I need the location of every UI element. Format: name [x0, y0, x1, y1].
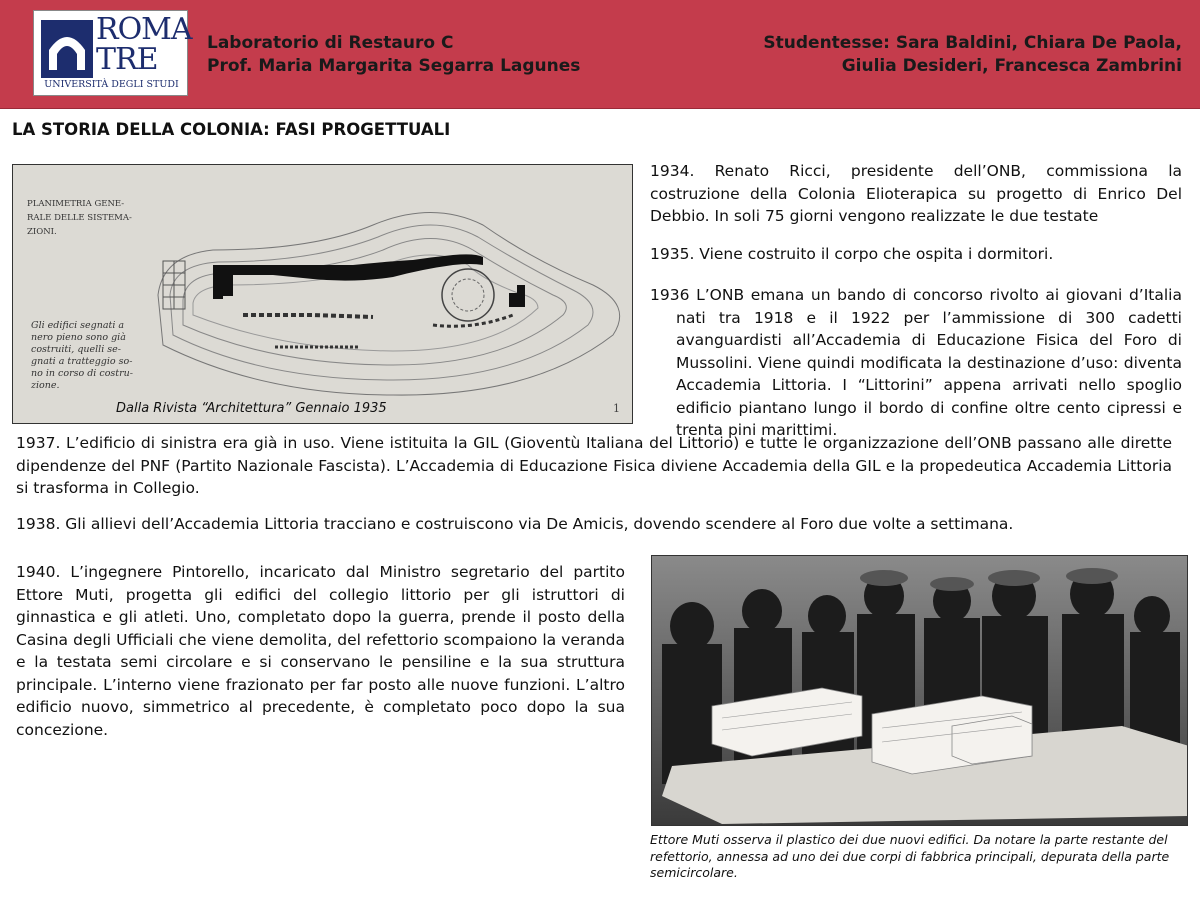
paragraph-1938: 1938. Gli allievi dell’Accademia Littoria tracciano e costruiscono via De Amicis, dovendo scendere al Foro due volte a settimana. — [16, 515, 1014, 533]
students-info — [763, 32, 1182, 78]
students-line-2: Giulia Desideri, Francesca Zambrini — [841, 56, 1182, 76]
arch-logo-icon — [41, 20, 93, 78]
page-title: LA STORIA DELLA COLONIA: FASI PROGETTUALI — [12, 120, 451, 139]
paragraph-1937: 1937. L’edificio di sinistra era già in uso. Viene istituita la GIL (Gioventù Italiana del Littorio) e tutte le organizzazione dell’ONB passano alle dirette dipendenze del PNF (Partito Nazionale Fascista). L’Accademia di Educazione Fisica diviene Accademia della GIL e la propedeutica Accademia Littoria si trasforma in Collegio. — [16, 434, 1172, 497]
plan-legend-note: Gli edifici segnati a nero pieno sono già costruiti, quelli se- gnati a tratteggio so- no in corso di costru- zione. — [31, 320, 133, 391]
course-title: Laboratorio di Restauro C — [207, 33, 454, 53]
photo-caption: Ettore Muti osserva il plastico dei due nuovi edifici. Da notare la parte restante del refettorio, annessa ad uno dei due corpi di fabbrica principali, depurata della parte semicircolare. — [650, 832, 1170, 880]
paragraph-1934: 1934. Renato Ricci, presidente dell’ONB, commissiona la costruzione della Colonia Elioterapica su progetto di Enrico Del Debbio. In soli 75 giorni vengono realizzate le due testate — [650, 162, 1182, 225]
model-photo-image — [652, 556, 1188, 826]
site-plan-figure — [12, 164, 633, 424]
logo-text-university: UNIVERSITÀ DEGLI STUDI — [44, 79, 179, 90]
model-photo-figure — [651, 555, 1188, 826]
paragraph-1940: 1940. L’ingegnere Pintorello, incaricato dal Ministro segretario del partito Ettore Muti, progetta gli edifici del collegio littorio per gli istruttori di ginnastica e gli atleti. Uno, completato dopo la guerra, prende il posto della Casina degli Ufficiali che viene demolita, del refettorio scompaiono la veranda e la testata semi circolare e si conservano le pensiline e la sua struttura principale. L’interno viene frazionato per far posto alle nuove funzioni. L’altro edificio nuovo, simmetrico al precedente, è completato poco dopo la sua concezione. — [16, 563, 625, 739]
logo-text-roma: ROMA — [96, 12, 192, 47]
paragraph-1936: 1936 L’ONB emana un bando di concorso rivolto ai giovani d’Italia nati tra 1918 e il 1922 per l’ammissione di 300 cadetti avanguardisti all’Accademia di Educazione Fisica del Foro di Mussolini. Viene quindi modificata la destinazione d’uso: diventa Accademia Littoria. I “Littorini” appena arrivati nello spoglio edificio piantano lungo il bordo di confine oltre cento cipressi e trenta pini marittimi. — [650, 286, 1182, 439]
header-band — [0, 0, 1200, 109]
plan-caption: Dalla Rivista “Architettura” Gennaio 1935 — [116, 401, 387, 416]
paragraph-1935: 1935. Viene costruito il corpo che ospita i dormitori. — [650, 245, 1054, 263]
university-logo — [33, 10, 192, 96]
plan-title-label: PLANIMETRIA GENE- RALE DELLE SISTEMA- ZIONI. — [27, 199, 132, 237]
professor-name: Prof. Maria Margarita Segarra Lagunes — [207, 56, 581, 76]
plan-page-number: 1 — [613, 402, 620, 415]
students-line-1: Studentesse: Sara Baldini, Chiara De Paola, — [763, 33, 1182, 53]
course-info — [207, 32, 580, 78]
logo-text-tre: TRE — [96, 42, 158, 77]
